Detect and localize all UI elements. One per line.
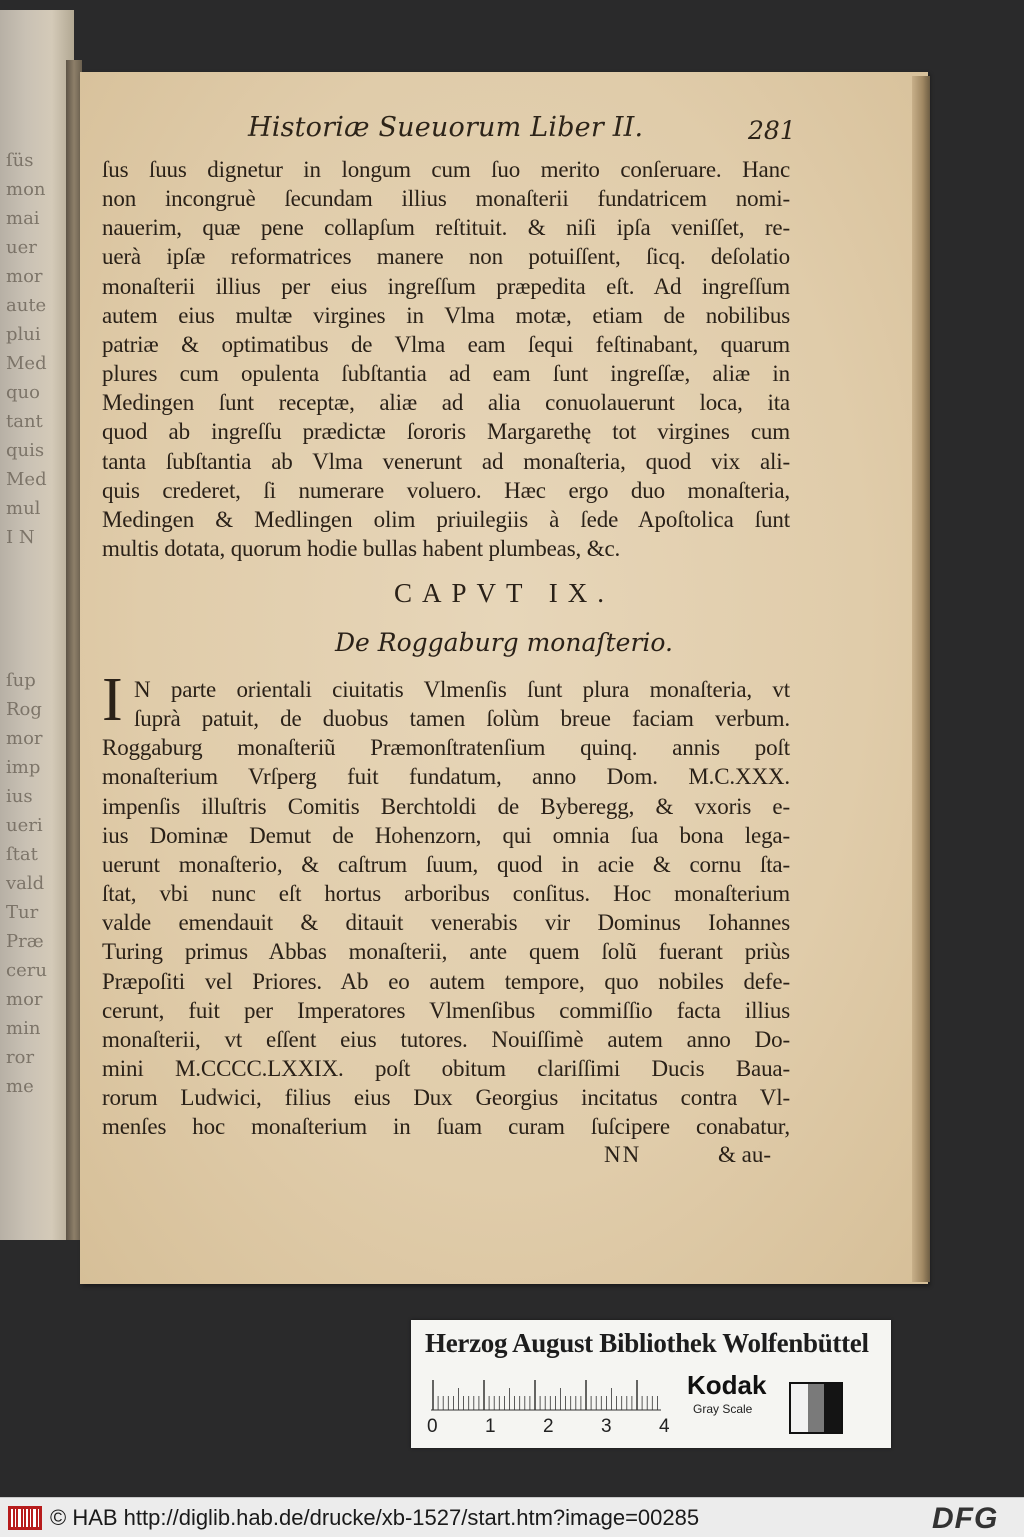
text-line: ſus ſuus dignetur in longum cum ſuo merito conſeruare. Hanc	[102, 157, 790, 182]
chapter-subtitle: De Roggaburg monaſterio.	[335, 628, 673, 657]
text-line: uerà ipſæ reformatrices manere non potuiſſent, ſicq. deſolatio	[102, 244, 790, 270]
opposite-page-fragment: ror	[6, 1047, 35, 1068]
text-line: menſes hoc monaſterium in ſuam curam ſuſcipere conabatur,	[102, 1114, 790, 1140]
running-head: Historiæ Sueuorum Liber II.	[248, 112, 644, 143]
text-line: Medingen & Medlingen olim priuilegiis à ſede Apoſtolica ſunt	[102, 506, 790, 532]
text-line: tanta ſubſtantia ab Vlma venerunt ad monaſteria, quod vix ali-	[102, 448, 790, 474]
text-line: valde emendauit & ditauit venerabis vir Dominus Iohannes	[102, 910, 790, 936]
opposite-page-fragment: I N	[6, 527, 35, 548]
opposite-page-fragment: Tur	[6, 902, 39, 923]
text-line: Medingen ſunt receptæ, aliæ ad alia conuolauerunt loca, ita	[102, 390, 790, 416]
text-line: Præpoſiti vel Priores. Ab eo autem tempore, quo nobiles defe-	[102, 968, 790, 994]
text-line: Roggaburg monaſteriũ Præmonſtratenſium quinq. annis poſt	[102, 735, 790, 761]
opposite-page-fragment: mor	[6, 728, 43, 749]
text-line: monaſterii illius per eius ingreſſum præpedita eſt. Ad ingreſſum	[102, 273, 790, 299]
opposite-page-fragment: Præ	[6, 931, 44, 952]
opposite-page-fragment: ſup	[6, 670, 36, 691]
text-line: multis dotata, quorum hodie bullas habent plumbeas, &c.	[102, 535, 621, 561]
ruler-number: 1	[485, 1416, 496, 1437]
opposite-page-fragment: uer	[6, 237, 37, 258]
gray-swatch	[824, 1384, 841, 1432]
opposite-page-fragment: quis	[6, 440, 45, 461]
text-line: monaſterii, vt eſſent eius tutores. Nouiſſimè autem anno Do-	[102, 1026, 790, 1052]
opposite-page-fragment: ius	[6, 786, 33, 807]
initial-letter: I	[102, 666, 123, 734]
signature-mark: NN	[604, 1142, 642, 1167]
opposite-page-fragment: me	[6, 1076, 34, 1097]
text-line: quod ab ingreſſu prædictæ ſororis Margarethę tot virgines cum	[102, 419, 790, 445]
text-line: nauerim, quæ pene collapſum reſtituit. & niſi ipſa veniſſet, re-	[102, 215, 790, 241]
dfg-logo: DFG	[932, 1502, 999, 1535]
text-line: patriæ & optimatibus de Vlma eam ſequi feſtinabant, quarum	[102, 331, 790, 357]
text-line: impenſis illuſtris Comitis Berchtoldi de Byberegg, & vxoris e-	[102, 793, 790, 819]
text-line: autem eius multæ virgines in Vlma motæ, etiam de nobilibus	[102, 302, 790, 328]
ruler-number: 2	[543, 1416, 554, 1437]
opposite-page-fragment: mor	[6, 989, 43, 1010]
ruler-scale	[431, 1372, 661, 1412]
page-number: 281	[748, 116, 796, 145]
chapter-heading: CAPVT IX.	[393, 578, 615, 608]
text-line: plures cum opulenta ſubſtantia ad eam ſunt ingreſſæ, aliæ in	[102, 361, 790, 387]
gray-scale-label: Gray Scale	[693, 1402, 753, 1416]
text-line: Turing primus Abbas monaſterii, ante quem ſolũ fuerant priùs	[102, 939, 790, 965]
text-line: ſtat, vbi nunc eſt hortus arboribus conſitus. Hoc monaſterium	[102, 881, 790, 907]
book-page	[80, 72, 928, 1284]
text-line: uerunt monaſterio, & caſtrum ſuum, quod in acie & cornu ſta-	[102, 851, 790, 877]
catchword: & au-	[718, 1142, 772, 1167]
opposite-page-fragment: mul	[6, 498, 41, 519]
text-line: non incongruè ſecundam illius monaſterii fundatricem nomi-	[102, 186, 790, 212]
gray-swatch	[791, 1384, 808, 1432]
text-line: ius Dominæ Demut de Hohenzorn, qui omnia ſua bona lega-	[102, 822, 790, 848]
opposite-page-fragment: Med	[6, 469, 47, 490]
text-line: monaſterium Vrſperg fuit fundatum, anno Dom. M.C.XXX.	[102, 764, 790, 790]
opposite-page-fragment: mor	[6, 266, 43, 287]
opposite-page-fragment: ceru	[6, 960, 47, 981]
page-edge-shadow	[912, 76, 930, 1282]
gray-swatch	[808, 1384, 825, 1432]
opposite-page-fragment: mai	[6, 208, 40, 229]
opposite-page-edge	[0, 10, 74, 1240]
opposite-page-fragment: imp	[6, 757, 41, 778]
opposite-page-fragment: quo	[6, 382, 40, 403]
copyright-url[interactable]: © HAB http://diglib.hab.de/drucke/xb-1527/start.htm?image=00285	[50, 1505, 700, 1530]
opposite-page-fragment: tant	[6, 411, 43, 432]
barcode-icon	[8, 1506, 42, 1530]
opposite-page-fragment: plui	[6, 324, 41, 345]
opposite-page-fragment: mon	[6, 179, 46, 200]
text-line: rorum Ludwici, filius eius Dux Georgius incitatus contra Vl-	[102, 1085, 790, 1111]
text-line: ſuprà patuit, de duobus tamen ſolùm breue faciam verbum.	[134, 706, 790, 732]
footer-bar	[0, 1497, 1024, 1537]
opposite-page-fragment: ueri	[6, 815, 43, 836]
color-scale-card	[411, 1320, 891, 1448]
opposite-page-fragment: Med	[6, 353, 47, 374]
opposite-page-fragment: ſtat	[6, 844, 38, 865]
text-line: N parte orientali ciuitatis Vlmenſis ſunt plura monaſteria, vt	[134, 677, 790, 702]
text-line: mini M.CCCC.LXXIX. poſt obitum clariſſimi Ducis Baua-	[102, 1055, 790, 1081]
kodak-logo: Kodak	[687, 1370, 767, 1400]
ruler-number: 4	[659, 1416, 670, 1437]
gray-swatches	[789, 1382, 843, 1434]
text-line: cerunt, fuit per Imperatores Vlmenſibus commiſſio facta illius	[102, 997, 790, 1023]
opposite-page-fragment: ſüs	[6, 150, 34, 171]
opposite-page-fragment: vald	[6, 873, 45, 894]
opposite-page-fragment: Rog	[6, 699, 42, 720]
ruler-number: 3	[601, 1416, 612, 1437]
ruler-number: 0	[427, 1416, 438, 1437]
opposite-page-fragment: min	[6, 1018, 41, 1039]
library-name: Herzog August Bibliothek Wolfenbüttel	[425, 1328, 869, 1358]
text-line: quis crederet, ſi numerare voluero. Hæc ergo duo monaſteria,	[102, 477, 790, 503]
opposite-page-fragment: aute	[6, 295, 47, 316]
